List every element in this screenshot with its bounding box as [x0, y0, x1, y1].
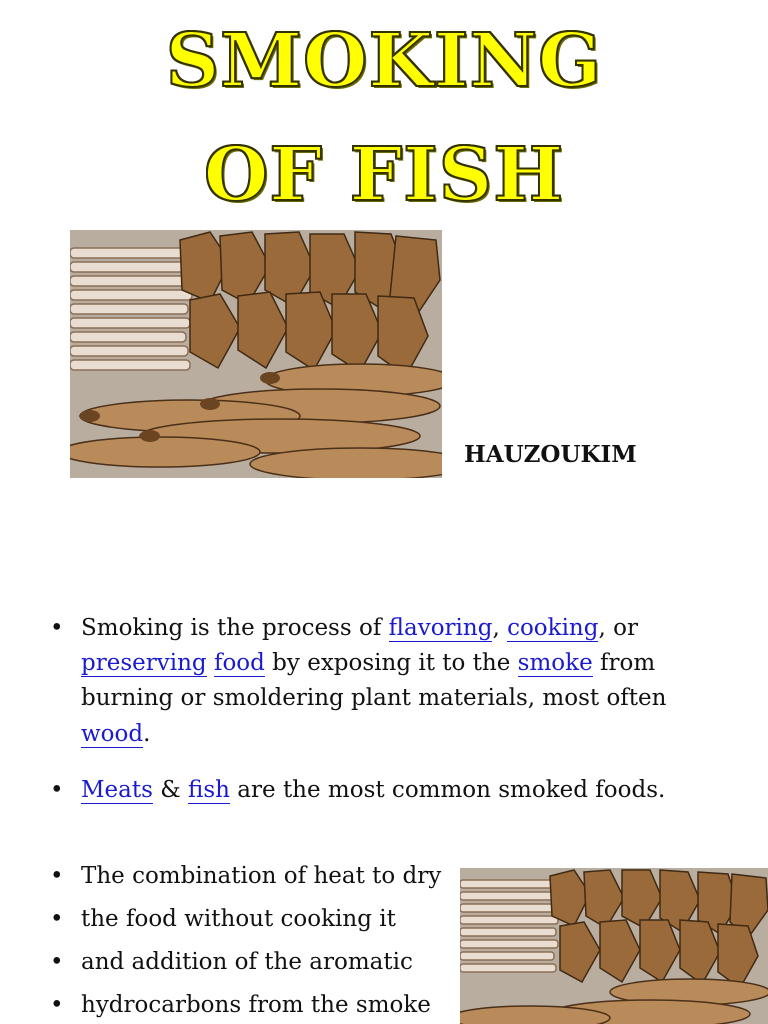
bullet-dot: • [50, 863, 64, 889]
bullet-text: burning or smoldering plant materials, most often [81, 685, 667, 711]
bullet-dot: • [50, 906, 64, 932]
smoked-fish-photo [70, 230, 442, 478]
title-line-2: OF FISH [203, 132, 565, 218]
link-smoke[interactable]: smoke [517, 650, 593, 676]
bullet-text: from [592, 650, 656, 676]
bullet-text: , [492, 615, 508, 641]
link-cooking[interactable]: cooking [507, 615, 599, 641]
smoked-fish-photo-small [460, 868, 768, 1024]
bullet-text [207, 650, 214, 676]
bullet-text: The combination of heat to dry [81, 863, 442, 889]
bullet-text: are the most common smoked foods. [230, 777, 666, 803]
bullet-text: the food without cooking it [81, 906, 396, 932]
bullet-text: & [152, 777, 189, 803]
bullet-text: and addition of the aromatic [81, 949, 413, 975]
bullet-dot: • [50, 777, 64, 803]
bullet-dot: • [50, 992, 64, 1018]
link-wood[interactable]: wood [81, 721, 144, 747]
title-line-1: SMOKING [165, 18, 603, 104]
bullet-text: Smoking is the process of [81, 615, 389, 641]
bullet-text: hydrocarbons from the smoke [81, 992, 431, 1018]
bullet-text: by exposing it to the [264, 650, 518, 676]
link-meats[interactable]: Meats [81, 777, 153, 803]
bullet-dot: • [50, 615, 64, 641]
link-fish[interactable]: fish [188, 777, 230, 803]
link-food[interactable]: food [213, 650, 265, 676]
link-preserving[interactable]: preserving [81, 650, 207, 676]
author-name: HAUZOUKIM [464, 441, 637, 468]
bullet-text: . [143, 721, 151, 747]
link-flavoring[interactable]: flavoring [388, 615, 493, 641]
bullet-text: , or [598, 615, 638, 641]
bullet-dot: • [50, 949, 64, 975]
